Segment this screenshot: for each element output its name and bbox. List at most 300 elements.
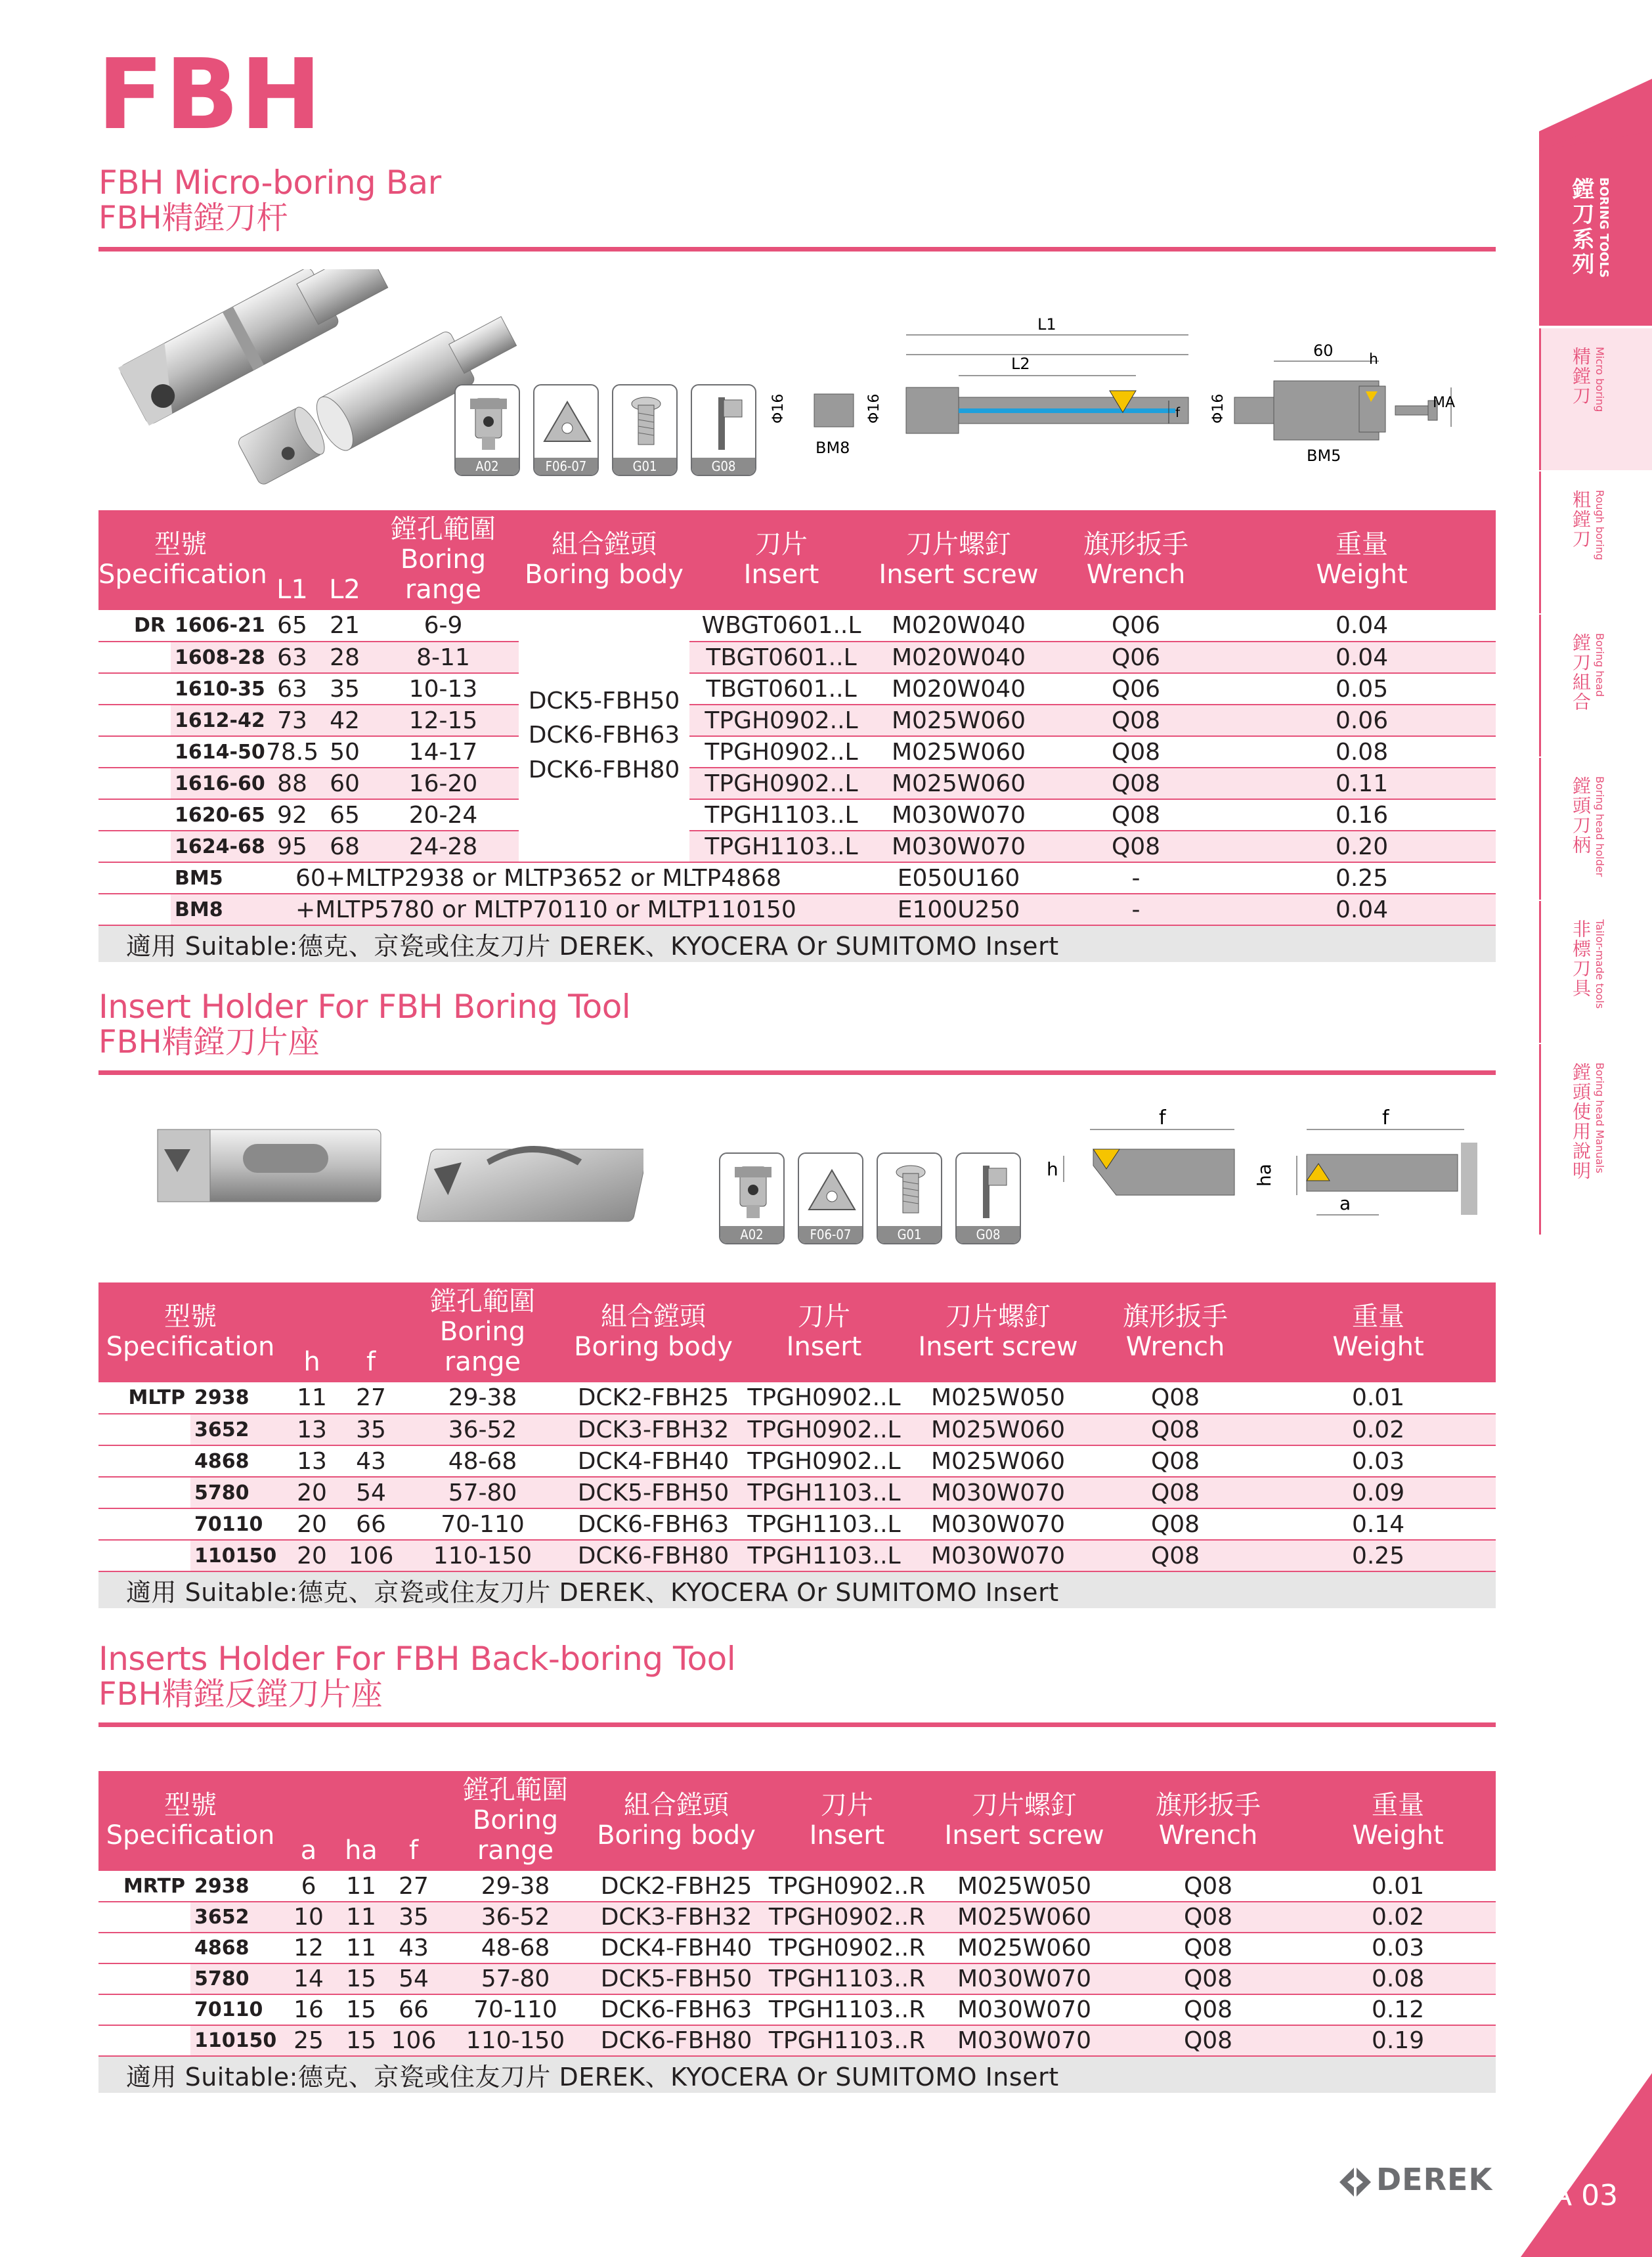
wrench-cell: Q08 (1090, 1508, 1261, 1540)
screw-cell: M030W070 (873, 831, 1044, 862)
insert-icon (533, 384, 599, 476)
insert-cell: TPGH0902..L (689, 705, 873, 736)
l1-cell: 92 (263, 799, 322, 831)
l2-cell: 65 (322, 799, 368, 831)
section-title-zh: FBH精鏜反鏜刀片座 (98, 1676, 383, 1713)
insert-cell: TPGH0902..L (742, 1414, 906, 1445)
weight-cell: 0.05 (1228, 673, 1496, 705)
insert-cell: WBGT0601..L (689, 610, 873, 642)
bm8-label: BM8 (815, 439, 850, 457)
range-cell: 20-24 (368, 799, 519, 831)
weight-cell: 0.20 (1228, 831, 1496, 862)
screw-cell: M030W070 (906, 1540, 1090, 1571)
a-label: a (1339, 1193, 1351, 1214)
suitable-note: 適用 Suitable:德克、京瓷或住友刀片 DEREK、KYOCERA Or SUMITOMO Insert (98, 1571, 1496, 1608)
screw-cell: M020W040 (873, 610, 1044, 642)
spec-prefix (98, 673, 171, 705)
table-row (98, 1871, 1496, 1902)
a-cell: 12 (282, 1933, 335, 1963)
ha-label: ha (1253, 1164, 1275, 1187)
table-row (98, 894, 1496, 925)
range-cell: 36-52 (401, 1414, 565, 1445)
table-row (98, 736, 1496, 768)
a-cell: 25 (282, 2025, 335, 2056)
body-cell: DCK6-FBH63 (565, 1508, 742, 1540)
wrench-icon (955, 1152, 1021, 1244)
l1-cell: 88 (263, 768, 322, 799)
l2-cell: 42 (322, 705, 368, 736)
wrench-icon (691, 384, 756, 476)
col-screw: 刀片螺釘 Insert screw (918, 1302, 1078, 1362)
f-label: f (1159, 1107, 1166, 1129)
range-cell: 12-15 (368, 705, 519, 736)
col-screw: 刀片螺釘 Insert screw (879, 529, 1039, 590)
wrench-cell: Q08 (1044, 831, 1228, 862)
screw-cell: M025W060 (932, 1902, 1116, 1933)
suitable-note: 適用 Suitable:德克、京瓷或住友刀片 DEREK、KYOCERA Or SUMITOMO Insert (98, 2056, 1496, 2093)
insert-cell: TPGH0902..L (689, 768, 873, 799)
weight-cell: 0.25 (1228, 862, 1496, 894)
h-cell: 11 (282, 1382, 341, 1414)
spec-prefix (98, 705, 171, 736)
weight-cell: 0.04 (1228, 642, 1496, 673)
diameter-label-2: Φ16 (866, 393, 882, 424)
wrench-cell: Q06 (1044, 642, 1228, 673)
body-cell: DCK5-FBH50 (565, 1477, 742, 1508)
insert-holder-product-image (144, 1103, 643, 1228)
range-cell: 16-20 (368, 768, 519, 799)
body-cell: DCK2-FBH25 (565, 1382, 742, 1414)
weight-cell: 0.08 (1300, 1963, 1496, 1994)
spec-cell: 70110 (190, 1508, 282, 1540)
spec-prefix (98, 736, 171, 768)
weight-cell: 0.02 (1261, 1414, 1496, 1445)
boring-body-cell (519, 610, 689, 862)
range-cell: 70-110 (440, 1994, 591, 2025)
col-body: 組合鏜頭 Boring body (574, 1302, 733, 1362)
insert-cell: TBGT0601..L (689, 673, 873, 705)
range-cell: 29-38 (440, 1871, 591, 1902)
table-row (98, 1963, 1496, 1994)
table-row (98, 1414, 1496, 1445)
f-cell: 106 (387, 2025, 440, 2056)
body-cell: DCK4-FBH40 (591, 1933, 762, 1963)
insert-holder-table (98, 1282, 1496, 1608)
weight-cell: 0.04 (1228, 894, 1496, 925)
table-row (98, 1540, 1496, 1571)
table-header-row (98, 1282, 1496, 1382)
insert-cell: TPGH1103..R (762, 2025, 932, 2056)
col-weight: 重量 Weight (1352, 1790, 1444, 1851)
l1-cell: 63 (263, 673, 322, 705)
col-range: 鏜孔範圍 Boring range (430, 1286, 536, 1377)
col-range: 鏜孔範圍 Boring range (463, 1775, 569, 1866)
table-row (98, 1933, 1496, 1963)
suitable-row (98, 2056, 1496, 2093)
range-cell: 24-28 (368, 831, 519, 862)
boring-body-item: DCK5-FBH50 (528, 688, 680, 715)
range-cell: 57-80 (440, 1963, 591, 1994)
spec-prefix (98, 1540, 190, 1571)
f-cell: 54 (341, 1477, 401, 1508)
l2-cell: 68 (322, 831, 368, 862)
f-cell: 54 (387, 1963, 440, 1994)
screw-cell: E100U250 (873, 894, 1044, 925)
page-number: A 03 (1552, 2179, 1619, 2212)
suitable-row (98, 925, 1496, 962)
icon-label: A02 (456, 458, 519, 475)
spec-cell: 4868 (190, 1933, 282, 1963)
ma-label: MA (1433, 395, 1456, 411)
sidebar-item-tailor-made[interactable]: 非標刀具 Tailor-made tools (1539, 901, 1652, 1043)
screw-cell: M020W040 (873, 642, 1044, 673)
col-wrench: 旗形扳手 Wrench (1123, 1302, 1228, 1362)
screw-cell: M030W070 (906, 1508, 1090, 1540)
col-wrench: 旗形扳手 Wrench (1083, 529, 1189, 590)
insert-cell: TPGH0902..L (689, 736, 873, 768)
spec-cell: 1610-35 (171, 673, 263, 705)
table-row (98, 673, 1496, 705)
screw-cell: M025W060 (906, 1445, 1090, 1477)
table-row (98, 831, 1496, 862)
col-a: a (300, 1835, 317, 1866)
insert-cell: TPGH1103..L (742, 1477, 906, 1508)
col-wrench: 旗形扳手 Wrench (1156, 1790, 1261, 1851)
col-f: f (366, 1347, 376, 1377)
weight-cell: 0.25 (1261, 1540, 1496, 1571)
spec-prefix (98, 799, 171, 831)
weight-cell: 0.09 (1261, 1477, 1496, 1508)
l1-cell: 95 (263, 831, 322, 862)
sidebar-item-manuals[interactable]: 鏜頭使用說明 Boring head Manuals (1539, 1044, 1652, 1235)
table-row (98, 610, 1496, 642)
col-weight: 重量 Weight (1332, 1302, 1424, 1362)
h-cell: 13 (282, 1445, 341, 1477)
screw-cell: M030W070 (906, 1477, 1090, 1508)
spec-cell: 70110 (190, 1994, 282, 2025)
wrench-cell: Q08 (1116, 1963, 1300, 1994)
body-cell: DCK2-FBH25 (591, 1871, 762, 1902)
l1-cell: 78.5 (263, 736, 322, 768)
col-spec: 型號 Specification (98, 529, 267, 590)
ha-cell: 15 (335, 1963, 387, 1994)
insert-cell: TPGH1103..L (689, 799, 873, 831)
screw-cell: M025W060 (873, 705, 1044, 736)
table-header-row (98, 1771, 1496, 1871)
weight-cell: 0.16 (1228, 799, 1496, 831)
table-row (98, 1902, 1496, 1933)
section-title-zh: FBH精鏜刀片座 (98, 1024, 320, 1061)
insert-cell: TPGH0902..L (742, 1445, 906, 1477)
f-cell: 66 (341, 1508, 401, 1540)
spec-cell: 3652 (190, 1902, 282, 1933)
range-cell: 36-52 (440, 1902, 591, 1933)
micro-boring-bar-table (98, 510, 1496, 962)
h-label: h (1047, 1158, 1058, 1180)
l1-cell: 65 (263, 610, 322, 642)
spec-cell: 110150 (190, 2025, 282, 2056)
screw-cell: M030W070 (873, 799, 1044, 831)
sidebar-item-boring-head-holder[interactable]: 鏜頭刀柄 Boring head holder (1539, 758, 1652, 900)
accessory-desc-cell: +MLTP5780 or MLTP70110 or MLTP110150 (263, 894, 873, 925)
wrench-cell: - (1044, 862, 1228, 894)
page-title: FBH (97, 38, 323, 151)
section-title-zh: FBH精鏜刀杆 (98, 200, 288, 236)
spec-cell: 4868 (190, 1445, 282, 1477)
f-cell: 43 (387, 1933, 440, 1963)
wrench-cell: Q08 (1116, 1994, 1300, 2025)
col-range: 鏜孔範圍 Boring range (391, 514, 496, 605)
boring-body-item: DCK6-FBH63 (528, 722, 680, 749)
spec-cell: 1614-50 (171, 736, 263, 768)
bm5-label: BM5 (1307, 447, 1341, 465)
l2-cell: 35 (322, 673, 368, 705)
spec-prefix (98, 1445, 190, 1477)
screw-cell: M030W070 (932, 1963, 1116, 1994)
wrench-cell: Q06 (1044, 610, 1228, 642)
table-row (98, 705, 1496, 736)
sidebar-top-slant (1539, 79, 1652, 131)
wrench-cell: Q06 (1044, 673, 1228, 705)
sidebar-item-rough-boring[interactable]: 粗鏜刀 Rough boring (1539, 471, 1652, 613)
l2-cell: 21 (322, 610, 368, 642)
spec-cell: 110150 (190, 1540, 282, 1571)
table-row (98, 1508, 1496, 1540)
spec-prefix: MLTP (98, 1382, 190, 1414)
screw-cell: E050U160 (873, 862, 1044, 894)
l2-label: L2 (1011, 355, 1030, 373)
suitable-note: 適用 Suitable:德克、京瓷或住友刀片 DEREK、KYOCERA Or SUMITOMO Insert (98, 925, 1496, 962)
table-row (98, 2025, 1496, 2056)
insert-cell: TPGH1103..L (689, 831, 873, 862)
screw-cell: M025W060 (873, 768, 1044, 799)
col-insert: 刀片 Insert (786, 1302, 862, 1362)
ha-cell: 15 (335, 2025, 387, 2056)
spec-cell: BM8 (171, 894, 263, 925)
icon-label: A02 (720, 1226, 783, 1243)
h-cell: 20 (282, 1477, 341, 1508)
a-cell: 16 (282, 1994, 335, 2025)
table-row (98, 1477, 1496, 1508)
weight-cell: 0.01 (1261, 1382, 1496, 1414)
f-cell: 35 (341, 1414, 401, 1445)
icon-label: F06-07 (534, 458, 598, 475)
insert-cell: TPGH1103..L (742, 1540, 906, 1571)
spec-cell: 5780 (190, 1477, 282, 1508)
table-row (98, 862, 1496, 894)
insert-cell: TPGH1103..R (762, 1994, 932, 2025)
l1-cell: 63 (263, 642, 322, 673)
insert-cell: TPGH0902..R (762, 1871, 932, 1902)
table-header-row (98, 510, 1496, 610)
f-cell: 43 (341, 1445, 401, 1477)
wrench-cell: Q08 (1090, 1382, 1261, 1414)
derek-logo: DEREK (1339, 2162, 1492, 2197)
f-cell: 27 (341, 1382, 401, 1414)
wrench-cell: - (1044, 894, 1228, 925)
wrench-cell: Q08 (1116, 1902, 1300, 1933)
sidebar-item-boring-head[interactable]: 鏜刀組合 Boring head (1539, 615, 1652, 756)
section-title-insert-holder (98, 988, 630, 1061)
insert-cell: TPGH0902..R (762, 1933, 932, 1963)
suitable-row (98, 1571, 1496, 1608)
spec-cell: 1616-60 (171, 768, 263, 799)
range-cell: 6-9 (368, 610, 519, 642)
section-title-en: FBH Micro-boring Bar (98, 164, 441, 202)
weight-cell: 0.11 (1228, 768, 1496, 799)
col-ha: ha (345, 1835, 378, 1866)
range-cell: 110-150 (440, 2025, 591, 2056)
range-cell: 70-110 (401, 1508, 565, 1540)
col-h: h (303, 1347, 320, 1377)
wrench-cell: Q08 (1116, 1871, 1300, 1902)
sidebar-main-en: BORING TOOLS (1597, 177, 1611, 278)
col-body: 組合鏜頭 Boring body (597, 1790, 756, 1851)
weight-cell: 0.06 (1228, 705, 1496, 736)
weight-cell: 0.08 (1228, 736, 1496, 768)
spec-prefix (98, 1508, 190, 1540)
section-divider (98, 1722, 1496, 1727)
spec-prefix (98, 1994, 190, 2025)
col-insert: 刀片 Insert (743, 529, 819, 590)
corner-accent (1521, 2073, 1652, 2257)
icon-label: G01 (613, 458, 676, 475)
section-title-back-boring-holder (98, 1640, 735, 1713)
spec-cell: 1624-68 (171, 831, 263, 862)
weight-cell: 0.14 (1261, 1508, 1496, 1540)
icon-label: G01 (878, 1226, 941, 1243)
range-cell: 48-68 (401, 1445, 565, 1477)
body-cell: DCK3-FBH32 (591, 1902, 762, 1933)
ha-cell: 15 (335, 1994, 387, 2025)
body-cell: DCK6-FBH63 (591, 1994, 762, 2025)
sidebar-item-micro-boring[interactable]: 精鏜刀 Micro boring (1539, 328, 1652, 470)
weight-cell: 0.03 (1261, 1445, 1496, 1477)
wrench-cell: Q08 (1044, 705, 1228, 736)
col-spec: 型號 Specification (106, 1302, 275, 1362)
spec-prefix (98, 1933, 190, 1963)
spec-prefix: MRTP (98, 1871, 190, 1902)
sidebar-category-boring-tools[interactable] (1539, 131, 1652, 326)
col-f: f (408, 1835, 419, 1866)
f-cell: 106 (341, 1540, 401, 1571)
body-cell: DCK4-FBH40 (565, 1445, 742, 1477)
weight-cell: 0.02 (1300, 1902, 1496, 1933)
col-screw: 刀片螺釘 Insert screw (944, 1790, 1104, 1851)
weight-cell: 0.01 (1300, 1871, 1496, 1902)
icon-label: F06-07 (799, 1226, 862, 1243)
range-cell: 48-68 (440, 1933, 591, 1963)
wrench-cell: Q08 (1116, 1933, 1300, 1963)
spec-cell: 1612-42 (171, 705, 263, 736)
spec-prefix (98, 1477, 190, 1508)
section-title-en: Insert Holder For FBH Boring Tool (98, 988, 631, 1026)
spec-prefix (98, 1902, 190, 1933)
wrench-cell: Q08 (1090, 1540, 1261, 1571)
back-boring-holder-table (98, 1771, 1496, 2093)
insert-cell: TPGH1103..R (762, 1963, 932, 1994)
spec-cell: 2938 (190, 1382, 282, 1414)
spec-prefix: DR (98, 610, 171, 642)
screw-cell: M030W070 (932, 1994, 1116, 2025)
screw-cell: M025W060 (932, 1933, 1116, 1963)
spec-prefix (98, 642, 171, 673)
l2-cell: 28 (322, 642, 368, 673)
range-cell: 10-13 (368, 673, 519, 705)
table-row (98, 768, 1496, 799)
spec-prefix (98, 1963, 190, 1994)
accessory-desc-cell: 60+MLTP2938 or MLTP3652 or MLTP4868 (263, 862, 873, 894)
spec-cell: 1608-28 (171, 642, 263, 673)
f-cell: 27 (387, 1871, 440, 1902)
col-insert: 刀片 Insert (809, 1790, 885, 1851)
weight-cell: 0.03 (1300, 1933, 1496, 1963)
table-row (98, 1382, 1496, 1414)
ha-cell: 11 (335, 1871, 387, 1902)
spec-cell: 3652 (190, 1414, 282, 1445)
range-cell: 14-17 (368, 736, 519, 768)
h-cell: 20 (282, 1508, 341, 1540)
wrench-cell: Q08 (1044, 799, 1228, 831)
f-cell: 66 (387, 1994, 440, 2025)
boring-bar-dimension-diagram (768, 309, 1510, 473)
body-cell: DCK6-FBH80 (565, 1540, 742, 1571)
a-cell: 10 (282, 1902, 335, 1933)
spec-prefix (98, 831, 171, 862)
table-row (98, 642, 1496, 673)
boring-body-item: DCK6-FBH80 (528, 756, 680, 783)
col-l1: L1 (276, 575, 308, 605)
wrench-cell: Q08 (1044, 768, 1228, 799)
spec-prefix (98, 768, 171, 799)
insert-cell: TPGH0902..L (742, 1382, 906, 1414)
spec-cell: 1606-21 (171, 610, 263, 642)
body-cell: DCK3-FBH32 (565, 1414, 742, 1445)
table-row (98, 1445, 1496, 1477)
range-cell: 110-150 (401, 1540, 565, 1571)
insert-cell: TPGH1103..L (742, 1508, 906, 1540)
col-spec: 型號 Specification (106, 1790, 275, 1851)
section-divider (98, 247, 1496, 252)
l1-cell: 73 (263, 705, 322, 736)
insert-cell: TBGT0601..L (689, 642, 873, 673)
a-cell: 14 (282, 1963, 335, 1994)
wrench-cell: Q08 (1116, 2025, 1300, 2056)
insert-icon (798, 1152, 863, 1244)
col-body: 組合鏜頭 Boring body (525, 529, 684, 590)
l1-label: L1 (1037, 315, 1056, 334)
spec-cell: 5780 (190, 1963, 282, 1994)
diameter-label-3: Φ16 (1210, 393, 1227, 424)
sidebar-main-zh: 鏜刀系列 (1568, 177, 1594, 277)
screw-cell: M025W050 (906, 1382, 1090, 1414)
h-cell: 13 (282, 1414, 341, 1445)
boring-head-icon (719, 1152, 785, 1244)
range-cell: 57-80 (401, 1477, 565, 1508)
screw-cell: M025W060 (906, 1414, 1090, 1445)
screw-icon (877, 1152, 942, 1244)
spec-prefix (98, 1414, 190, 1445)
spec-cell: 2938 (190, 1871, 282, 1902)
sixty-label: 60 (1313, 341, 1334, 360)
col-weight: 重量 Weight (1316, 529, 1408, 590)
weight-cell: 0.12 (1300, 1994, 1496, 2025)
screw-icon (612, 384, 678, 476)
spec-cell: BM5 (171, 862, 263, 894)
boring-head-icon (454, 384, 520, 476)
h-label: h (1369, 351, 1378, 368)
icon-label: G08 (692, 458, 755, 475)
